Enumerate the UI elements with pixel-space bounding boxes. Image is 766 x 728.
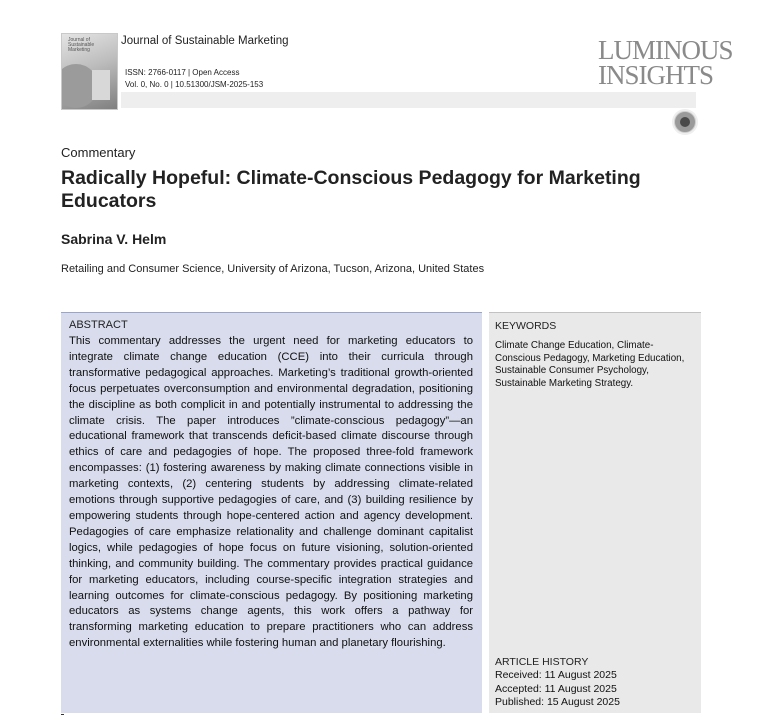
article-title: Radically Hopeful: Climate-Conscious Pedagogy for Marketing Educators	[61, 167, 641, 212]
publisher-logo-line1: LUMINOUS	[598, 35, 733, 65]
article-history-heading: ARTICLE HISTORY	[495, 656, 589, 668]
volume-doi-line: Vol. 0, No. 0 | 10.51300/JSM-2025-153	[125, 80, 264, 89]
abstract-text: This commentary addresses the urgent need for marketing educators to integrate climate change education (CCE) into their curricula through transformative pedagogical approaches. Marketing’s traditional growth-oriented focus perpetuates overconsumption and environmental degradation, positioning the discipline as both complicit in and potentially instrumental to addressing the climate crisis. The paper introduces ”climate-conscious pedagogy”—an educational framework that transcends deficit-based climate discourse through ethics of care and pedagogies of hope. The proposed three-fold framework encompasses: (1) fostering awareness by making climate connections visible in marketing contexts, (2) centering students by addressing climate-related emotions through supportive pedagogies of care, and (3) building resilience by empowering students through hope-centered action and agency development. Pedagogies of care emphasize relationality and challenge dominant capitalist logics, while pedagogies of hope focus on future visioning, solution-oriented thinking, and community building. The commentary provides practical guidance for marketing educators, including course-specific integration strategies and learning outcomes for climate-conscious pedagogy. By positioning marketing educators as systems change agents, this work offers a pathway for transforming marketing education to prepare practitioners who can address environmental externalities while fostering human and planetary flourishing.	[69, 335, 473, 650]
accepted-date: Accepted: 11 August 2025	[495, 683, 617, 695]
header-band	[121, 92, 696, 108]
page-edge-mark	[61, 714, 64, 715]
author-affiliation: Retailing and Consumer Science, University of Arizona, Tucson, Arizona, United States	[61, 263, 485, 275]
received-date: Received: 11 August 2025	[495, 669, 617, 681]
abstract-heading: ABSTRACT	[69, 319, 128, 331]
keywords-text: Climate Change Education, Climate-Conscious Pedagogy, Marketing Education, Sustainable Consumer Psychology, Sustainable Marketing Strategy.	[495, 340, 685, 389]
publisher-logo	[598, 35, 733, 90]
sidebar-panel	[489, 312, 701, 713]
cover-title: Journal of Sustainable Marketing	[68, 37, 95, 53]
issn-line: ISSN: 2766-0117 | Open Access	[125, 68, 240, 77]
publisher-logo-line2: INSIGHTS	[598, 60, 714, 90]
published-date: Published: 15 August 2025	[495, 696, 620, 708]
abstract-panel	[61, 312, 482, 713]
keywords-heading: KEYWORDS	[495, 320, 557, 332]
author-name: Sabrina V. Helm	[61, 231, 167, 247]
article-type: Commentary	[61, 145, 136, 160]
journal-title: Journal of Sustainable Marketing	[121, 35, 289, 47]
cover-graphic-block	[92, 70, 110, 100]
journal-cover-thumbnail	[61, 33, 118, 110]
open-access-icon[interactable]	[674, 111, 696, 133]
